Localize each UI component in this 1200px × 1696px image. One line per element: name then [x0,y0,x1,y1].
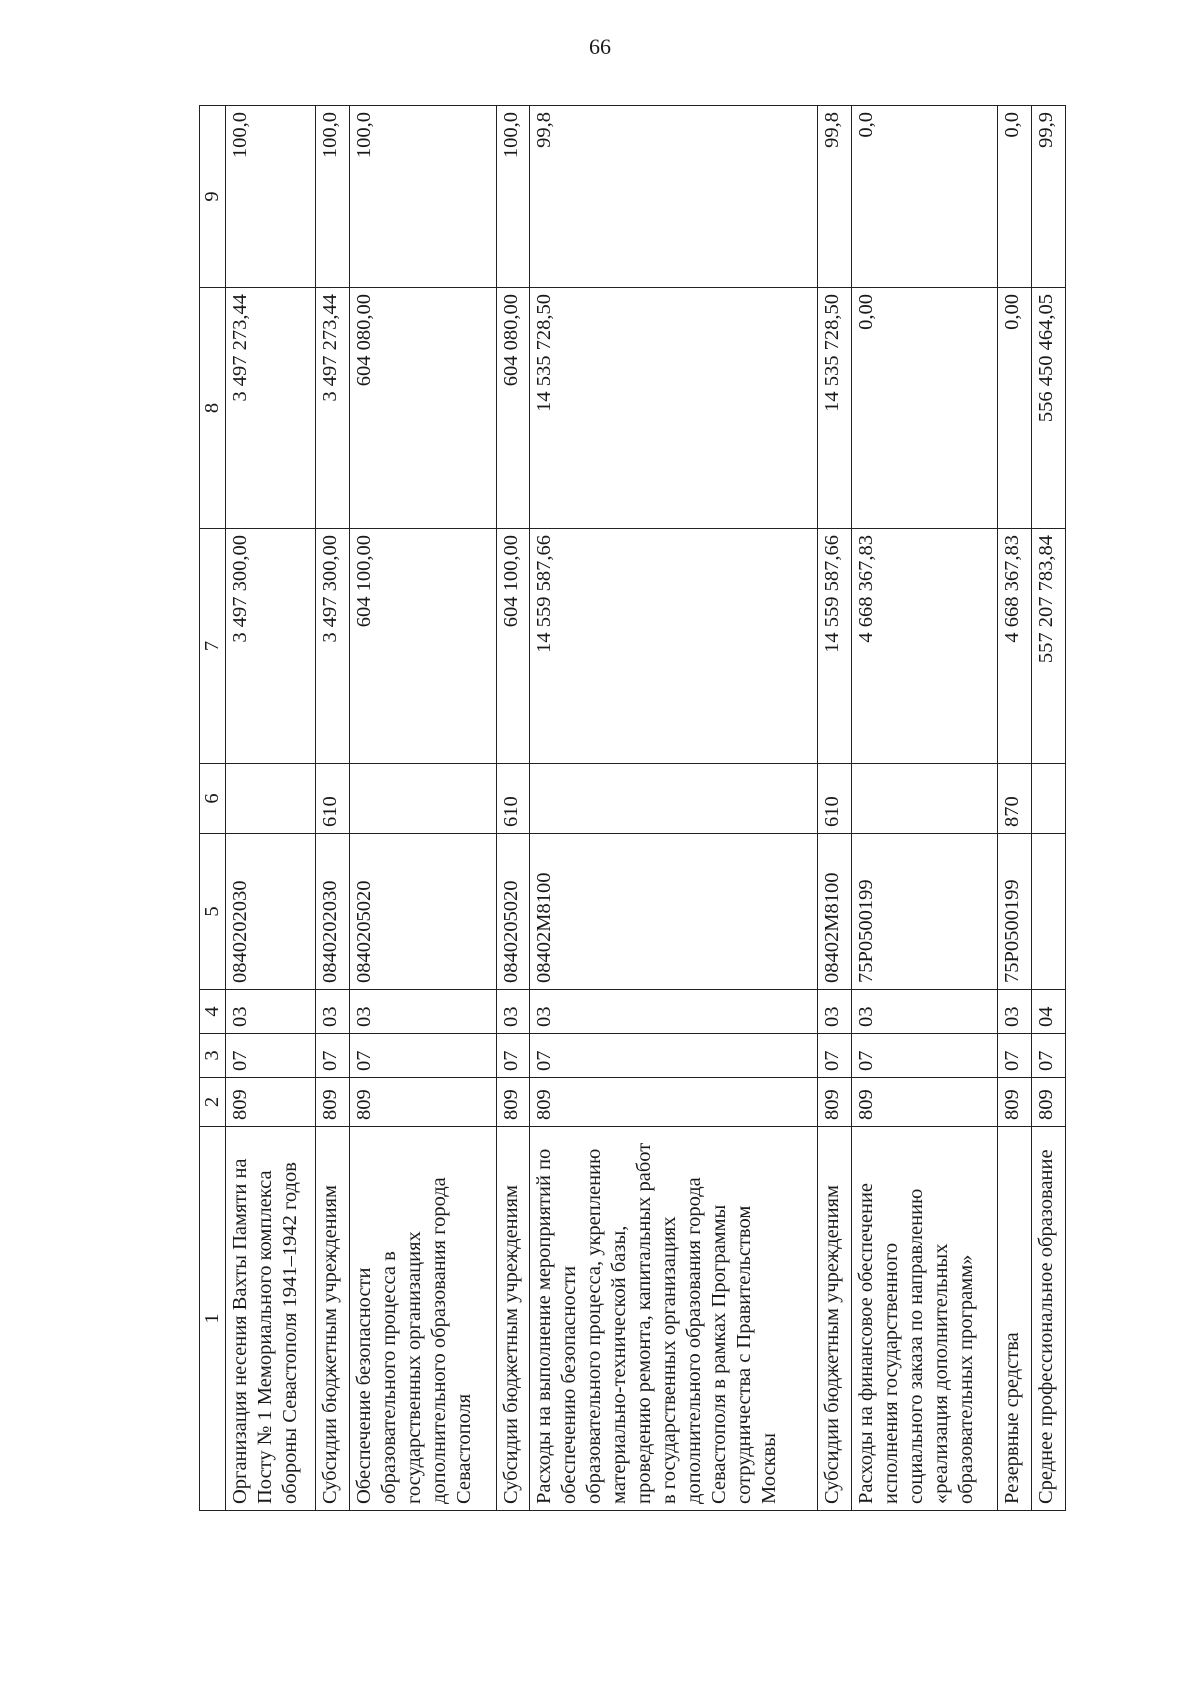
header-cell: 4 [200,990,226,1034]
row-code-2: 809 [817,1078,851,1127]
table-row [851,106,998,1511]
row-code-2: 809 [530,1078,818,1127]
row-code-3: 07 [316,1034,350,1078]
row-value-8: 556 450 464,05 [1032,288,1066,529]
row-value-8: 0,00 [998,288,1032,529]
row-value-7: 14 559 587,66 [530,529,818,764]
row-value-9: 100,0 [496,106,530,288]
row-value-8: 14 535 728,50 [530,288,818,529]
header-cell: 8 [200,288,226,529]
row-code-5: 0840205020 [496,834,530,990]
header-row [200,106,226,1511]
row-code-6 [226,764,316,834]
row-value-8: 604 080,00 [496,288,530,529]
row-name: Среднее профессиональное образование [1032,1127,1066,1511]
row-code-5: 0840205020 [350,834,497,990]
row-code-3: 07 [851,1034,998,1078]
row-name: Расходы на выполнение мероприятий по обеспечению безопасности образовательного процесса, укреплению материально-технической базы, проведению ремонта, капитальных работ в государственных организациях дополнительного образования города Севастополя в рамках Программы сотрудничества с Правительством Москвы [530,1127,818,1511]
row-code-3: 07 [817,1034,851,1078]
row-value-8: 604 080,00 [350,288,497,529]
row-code-3: 07 [998,1034,1032,1078]
row-code-2: 809 [226,1078,316,1127]
row-name: Субсидии бюджетным учреждениям [817,1127,851,1511]
table-row [496,106,530,1511]
row-code-2: 809 [350,1078,497,1127]
row-value-9: 99,9 [1032,106,1066,288]
row-code-6 [851,764,998,834]
row-value-7: 4 668 367,83 [851,529,998,764]
row-value-7: 4 668 367,83 [998,529,1032,764]
page-number: 66 [589,34,611,59]
row-value-9: 100,0 [316,106,350,288]
row-value-9: 100,0 [226,106,316,288]
budget-table [199,105,1066,1511]
row-value-7: 604 100,00 [350,529,497,764]
row-value-8: 3 497 273,44 [316,288,350,529]
table-row [316,106,350,1511]
row-value-8: 3 497 273,44 [226,288,316,529]
row-code-6 [530,764,818,834]
row-code-5: 0840202030 [316,834,350,990]
row-name: Субсидии бюджетным учреждениям [496,1127,530,1511]
row-value-7: 14 559 587,66 [817,529,851,764]
row-code-6 [1032,764,1066,834]
row-name: Расходы на финансовое обеспечение исполнения государственного социального заказа по направлению «реализация дополнительных образовательных программ» [851,1127,998,1511]
row-value-8: 14 535 728,50 [817,288,851,529]
row-value-9: 0,0 [998,106,1032,288]
row-name: Резервные средства [998,1127,1032,1511]
row-code-3: 07 [226,1034,316,1078]
row-code-4: 03 [496,990,530,1034]
table-row [226,106,316,1511]
table-row [998,106,1032,1511]
row-value-8: 0,00 [851,288,998,529]
row-value-9: 100,0 [350,106,497,288]
header-cell: 1 [200,1127,226,1511]
row-code-2: 809 [316,1078,350,1127]
header-cell: 6 [200,764,226,834]
row-code-6: 610 [817,764,851,834]
row-code-5: 75P0500199 [851,834,998,990]
row-code-4: 03 [817,990,851,1034]
row-code-4: 03 [350,990,497,1034]
row-code-3: 07 [350,1034,497,1078]
table-row [817,106,851,1511]
row-code-6: 610 [496,764,530,834]
row-code-4: 03 [530,990,818,1034]
row-name: Субсидии бюджетным учреждениям [316,1127,350,1511]
row-code-5 [1032,834,1066,990]
row-name: Организация несения Вахты Памяти на Посту № 1 Мемориального комплекса обороны Севастополя 1941–1942 годов [226,1127,316,1511]
row-code-4: 03 [998,990,1032,1034]
row-code-3: 07 [530,1034,818,1078]
row-code-5: 08402M8100 [817,834,851,990]
row-code-4: 04 [1032,990,1066,1034]
table-row [530,106,818,1511]
header-cell: 5 [200,834,226,990]
row-code-2: 809 [1032,1078,1066,1127]
header-cell: 9 [200,106,226,288]
row-code-5: 75P0500199 [998,834,1032,990]
row-value-9: 99,8 [817,106,851,288]
row-code-4: 03 [851,990,998,1034]
header-cell: 7 [200,529,226,764]
header-cell: 2 [200,1078,226,1127]
row-code-4: 03 [316,990,350,1034]
row-code-3: 07 [1032,1034,1066,1078]
row-code-6 [350,764,497,834]
row-code-2: 809 [851,1078,998,1127]
row-value-7: 3 497 300,00 [226,529,316,764]
row-code-6: 610 [316,764,350,834]
row-value-9: 99,8 [530,106,818,288]
row-value-7: 604 100,00 [496,529,530,764]
budget-table-rotated [199,106,1066,1511]
row-code-2: 809 [998,1078,1032,1127]
row-code-2: 809 [496,1078,530,1127]
row-code-5: 0840202030 [226,834,316,990]
table-row [1032,106,1066,1511]
row-code-6: 870 [998,764,1032,834]
row-value-7: 557 207 783,84 [1032,529,1066,764]
row-code-5: 08402M8100 [530,834,818,990]
row-code-3: 07 [496,1034,530,1078]
row-value-7: 3 497 300,00 [316,529,350,764]
row-value-9: 0,0 [851,106,998,288]
table-row [350,106,497,1511]
row-name: Обеспечение безопасности образовательного процесса в государственных организациях дополнительного образования города Севастополя [350,1127,497,1511]
header-cell: 3 [200,1034,226,1078]
row-code-4: 03 [226,990,316,1034]
